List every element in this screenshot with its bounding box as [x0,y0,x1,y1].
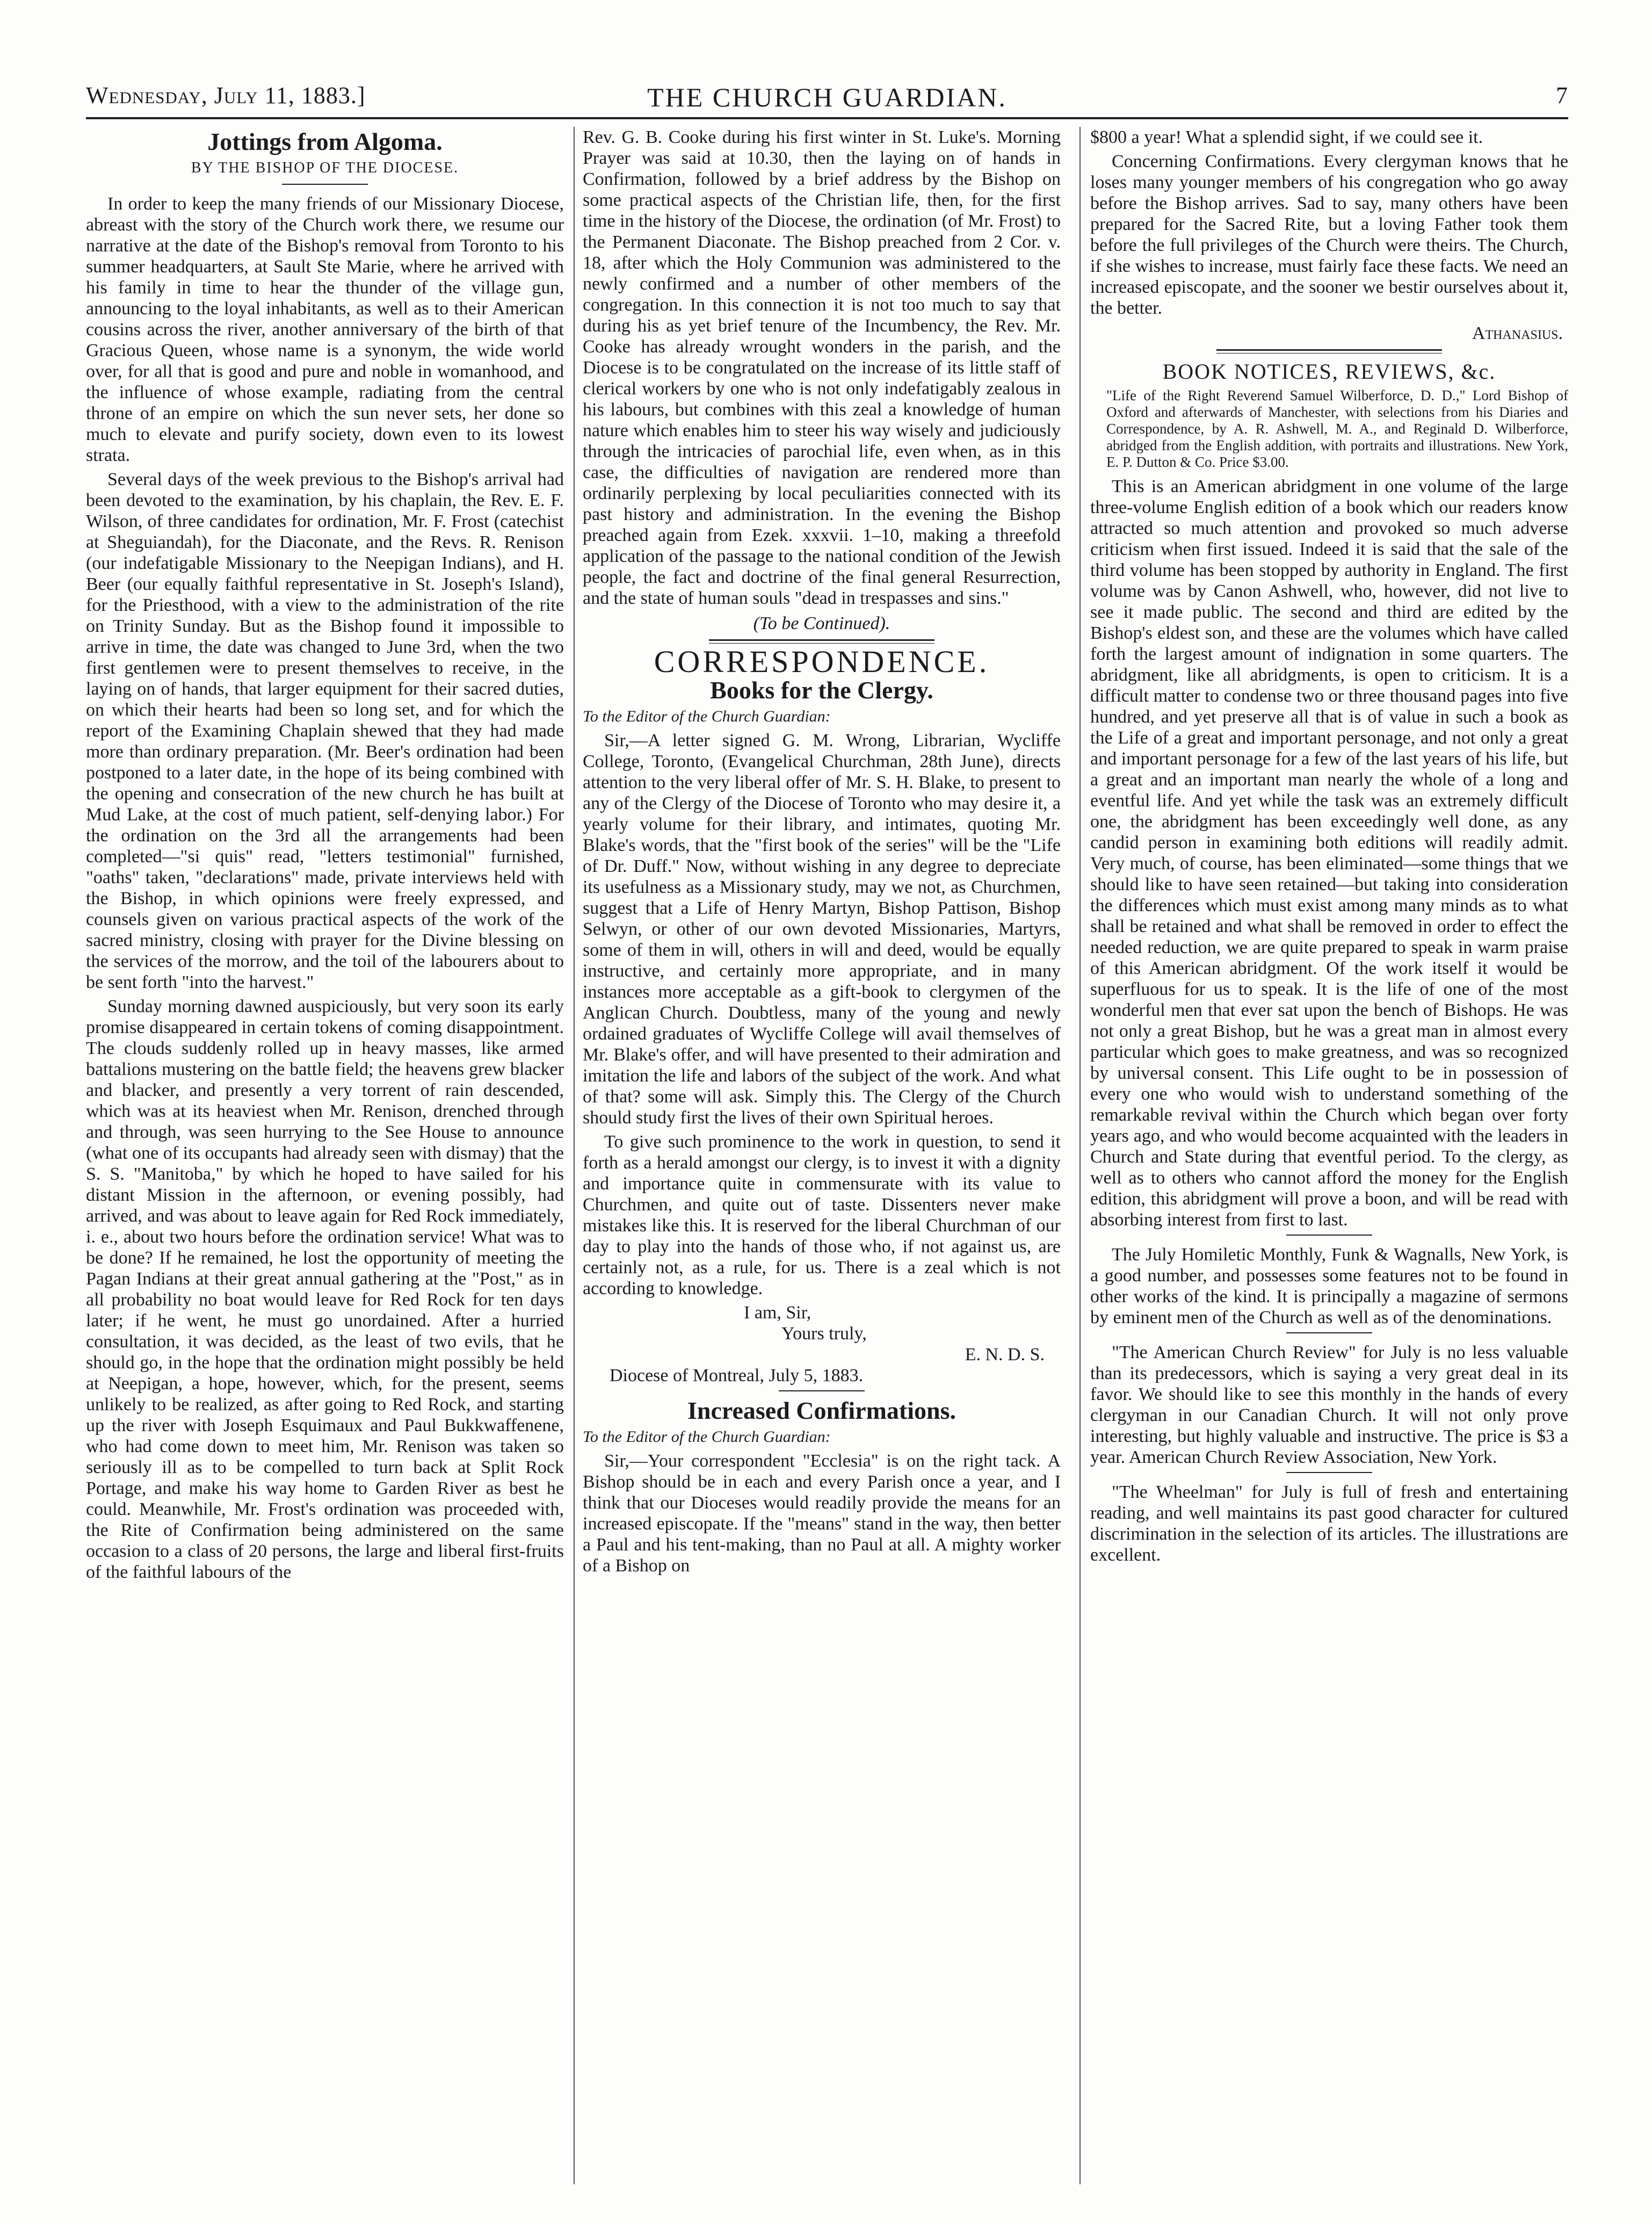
article-title: Jottings from Algoma. [207,128,443,155]
paragraph: Sir,—Your correspondent "Ecclesia" is on the right tack. A Bishop should be in each and every Parish once a year, and I think that our Dioceses would readily provide the means for an increased episcopate. If the "means" stand in the way, then better a Paul and his tent-making, than no Paul at all. A mighty worker of a Bishop on [583,1451,1061,1576]
short-rule [282,184,368,185]
page-number: 7 [1556,82,1568,109]
short-rule [1286,1472,1372,1473]
letter-address: To the Editor of the Church Guardian: [583,708,831,725]
closing-line: I am, Sir, [744,1303,811,1323]
column-divider [574,127,575,2184]
paragraph: This is an American abridgment in one volume of the large three-volume English edition of a book which our readers know attracted so much attention and provoked so much adverse criticism when first issued. Indeed it is said that the sale of the third volume has been stopped by authority in England. The first volume was by Canon Ashwell, who, however, did not live to see it made public. The second and third are edited by the Bishop's eldest son, and these are the volumes which have called forth the largest amount of indignation in some quarters. The abridgment, like all abridgments, is open to criticism. It is a difficult matter to condense two or three thousand pages into five hundred, and yet preserve all that is of value in such a book as the Life of a great and important personage, and not only a great and important personage for a few of the last years of his life, but a great and an important man nearly the whole of a long and eventful life. And yet while the task was an extremely difficult one, the abridgment has been exceedingly well done, as any candid person in examining both editions will readily admit. Very much, of course, has been eliminated—some things that we should like to have seen retained—but taking into consideration the differences which must exist among many minds as to what shall be retained and what shall be removed in order to effect the needed reduction, we are quite prepared to speak in warm praise of this American abridgment. Of the work itself it would be superfluous for us to speak. It is the life of one of the most wonderful men that ever sat upon the bench of Bishops. He was not only a great Bishop, but he was a great man in almost every particular which goes to make greatness, and was so recognized by universal consent. This Life ought to be in possession of every one who would wish to understand something of the remarkable revival within the Church which began over forty years ago, and who would become acquainted with the leaders in Church and State during that eventful period. To the clergy, as well as to others who cannot afford the money for the English edition, this abridgment will prove a boon, and will be read with absorbing interest from first to last. [1090,477,1568,1230]
paragraph: Several days of the week previous to the Bishop's arrival had been devoted to the examination, by his chaplain, the Rev. E. F. Wilson, of three candidates for ordination, Mr. F. Frost (catechist at Sheguiandah), for the Diaconate, and the Revs. R. Renison (our indefatigable Missionary to the Neepigan Indians), and H. Beer (our equally faithful representative in St. Joseph's Island), for the Priesthood, with a view to the administration of the rite on Trinity Sunday. But as the Bishop found it impossible to arrive in time, the date was changed to June 3rd, when the two first gentlemen were to present themselves to receive, in the laying on of hands, that larger equipment for their sacred duties, on which their hearts had been so long set, and for which the report of the Examining Chaplain shewed that they had made more than ordinary preparation. (Mr. Beer's ordination had been postponed to a later date, in the hope of its being combined with the opening and consecration of the new church he has built at Mud Lake, at the cost of much patient, self-denying labor.) For the ordination on the 3rd all the arrangements had been completed—"si quis" read, "letters testimonial" furnished, "oaths" taken, "declarations" made, private interviews held with the Bishop, in which opinions were freely expressed, and counsels given on various practical aspects of the work of the sacred ministry, closing with prayer for the Divine blessing on the services of the morrow, and the toil of the labourers about to be sent forth "into the harvest." [86,470,564,992]
paragraph: Sir,—A letter signed G. M. Wrong, Librarian, Wycliffe College, Toronto, (Evangelical Churchman, 28th June), directs attention to the very liberal offer of Mr. S. H. Blake, to present to any of the Clergy of the Diocese of Toronto who may desire it, a yearly volume for their library, and intimates, quoting Mr. Blake's words, that the "first book of the series" will be the "Life of Dr. Duff." Now, without wishing in any degree to depreciate its usefulness as a Missionary study, may we not, as Churchmen, suggest that a Life of Henry Martyn, Bishop Pattison, Bishop Selwyn, or other of our own devoted Missionaries, Martyrs, some of them in will, others in will and deed, would be equally instructive, and certainly more appropriate, and in many instances more acceptable as a gift-book to clergymen of the Anglican Church. Doubtless, many of the young and newly ordained graduates of Wycliffe College will avail themselves of Mr. Blake's offer, and will have presented to their admiration and imitation the life and labors of the subject of the work. And what of that? some will ask. Simply this. The Clergy of the Church should study first the lives of their own Spiritual heroes. [583,731,1061,1128]
section-heading-book-notices: BOOK NOTICES, REVIEWS, &c. [1162,359,1496,384]
closing-line: Yours truly, [781,1324,867,1344]
letter-closing [583,1302,1061,1386]
letter-signature: Athanasius. [1472,323,1563,343]
to-be-continued: (To be Continued). [753,614,890,633]
section-rule [709,639,934,644]
letter-address: To the Editor of the Church Guardian: [583,1428,831,1446]
short-rule [779,1390,865,1391]
section-rule [1216,349,1442,353]
issue-date: Wednesday, July 11, 1883.] [86,82,366,109]
letter-signature: E. N. D. S. [965,1345,1045,1365]
paragraph: The July Homiletic Monthly, Funk & Wagnalls, New York, is a good number, and possesses some features not to be found in other works of the kind. It is principally a magazine of sermons by eminent men of the Church as well as of the denominations. [1090,1245,1568,1327]
paragraph: Sunday morning dawned auspiciously, but very soon its early promise disappeared in certain tokens of coming disappointment. The clouds suddenly rolled up in heavy masses, like armed battalions mustering on the battle field; the heavens grew blacker and blacker, and presently a very torrent of rain descended, which was at its heaviest when Mr. Renison, drenched through and through, was seen hurrying to the See House to announce (what one of its occupants had already seen with dismay) that the S. S. "Manitoba," by which he hoped to have sailed for his distant Mission in the afternoon, or evening possibly, had arrived, and was about to leave again for Red Rock immediately, i. e., about two hours before the ordination service! What was to be done? If he remained, he lost the opportunity of meeting the Pagan Indians at their great annual gathering at the "Post," as in all probability no boat would leave for Red Rock for ten days later; if he went, he must go unordained. After a hurried consultation, it was decided, as the least of two evils, that he should go, in the hope that the ordination might possibly be held at Neepigan, a hope, however, which, for the present, seems unlikely to be realized, as after going to Red Rock, and starting up the river with Joseph Esquimaux and Paul Bukkwaffenene, who had come down to meet him, Mr. Renison was taken so seriously ill as to be compelled to turn back at Split Rock Portage, and make his way home to Garden River as best he could. Meanwhile, Mr. Frost's ordination was proceeded with, the Rite of Confirmation being administered on the same occasion to a class of 20 persons, the large and liberal first-fruits of the faithful labours of the [86,997,564,1582]
column-3 [1090,127,1568,2184]
masthead [86,80,1568,119]
paragraph: Concerning Confirmations. Every clergyman knows that he loses many younger members of his congregation who go away before the Bishop arrives. Sad to say, many others have been prepared for the Sacred Rite, but a loving Father took them before the full privileges of the Church were theirs. The Church, if she wishes to increase, must fairly face these facts. We need an increased episcopate, and the sooner we bestir ourselves about it, the better. [1090,151,1568,318]
paragraph: In order to keep the many friends of our Missionary Diocese, abreast with the story of the Church work there, we resume our narrative at the date of the Bishop's removal from Toronto to his summer headquarters, at Sault Ste Marie, where he arrived with his family in time to hear the thunder of the village gun, announcing to the loyal inhabitants, as well as to their American cousins across the river, another anniversary of the birth of that Gracious Queen, whose name is a synonym, the wide world over, for all that is good and pure and noble in womanhood, and the influence of whose example, radiating from the central throne of an empire on which the sun never sets, her done so much to elevate and purify society, down even to its lowest strata. [86,194,564,465]
short-rule [1286,1332,1372,1333]
article-byline: BY THE BISHOP OF THE DIOCESE. [191,160,459,176]
short-rule [1286,1235,1372,1236]
paragraph: "The American Church Review" for July is no less valuable than its predecessors, which is saying a very great deal in its favor. We should like to see this monthly in the hands of every clergyman in our Canadian Church. It will not only prove interesting, but highly valuable and instructive. The price is $3 a year. American Church Review Association, New York. [1090,1343,1568,1467]
paper-title: THE CHURCH GUARDIAN. [647,82,1007,112]
paragraph: Rev. G. B. Cooke during his first winter in St. Luke's. Morning Prayer was said at 10.30, then the laying on of hands in Confirmation, followed by a brief address by the Bishop on some practical aspects of the Christian life, then, for the first time in the history of the Diocese, the ordination (of Mr. Frost) to the Permanent Diaconate. The Bishop preached from 2 Cor. v. 18, after which the Holy Communion was administered to the newly confirmed and a number of other members of the congregation. In this connection it is not too much to say that during his as yet brief tenure of the Incumbency, the Rev. Mr. Cooke has already wrought wonders in the parish, and the Diocese is to be congratulated on the increase of its little staff of clerical workers by one who is not only indefatigably zealous in his labours, but combines with this zeal a knowledge of human nature which enables him to steer his way wisely and judiciously through the intricacies of parochial life, even when, as in this case, the difficulties of navigation are rendered more than ordinarily perplexing by local peculiarities connected with its past history and administration. In the evening the Bishop preached again from Ezek. xxxvii. 1–10, making a threefold application of the passage to the national condition of the Jewish people, the fact and doctrine of the final general Resurrection, and the state of human souls "dead in trespasses and sins." [583,127,1061,608]
paragraph: $800 a year! What a splendid sight, if we could see it. [1090,127,1483,147]
letter-place-date: Diocese of Montreal, July 5, 1883. [610,1366,864,1385]
section-heading-correspondence: CORRESPONDENCE. [654,644,990,679]
letter-title: Increased Confirmations. [687,1397,957,1424]
paragraph: "The Wheelman" for July is full of fresh and entertaining reading, and well maintains its past good character for cultured discrimination in the selection of its articles. The illustrations are excellent. [1090,1482,1568,1565]
column-2 [583,127,1061,2184]
column-divider [1079,127,1081,2184]
paragraph: To give such prominence to the work in question, to send it forth as a herald amongst our clergy, is to invest it with a dignity and importance quite in commensurate with its value to Churchmen, and quite out of taste. Dissenters never make mistakes like this. It is reserved for the liberal Churchman of our day to play into the hands of those who, if not against us, are certainly not, as a rule, for us. There is a zeal which is not according to knowledge. [583,1132,1061,1298]
book-citation: "Life of the Right Reverend Samuel Wilberforce, D. D.," Lord Bishop of Oxford and afterwards of Manchester, with selections from his Diaries and Correspondence, by A. R. Ashwell, M. A., and Reginald D. Wilberforce, abridged from the English addition, with portraits and illustrations. New York, E. P. Dutton & Co. Price $3.00. [1106,387,1568,470]
letter-title: Books for the Clergy. [710,676,933,704]
column-1 [86,127,564,2184]
